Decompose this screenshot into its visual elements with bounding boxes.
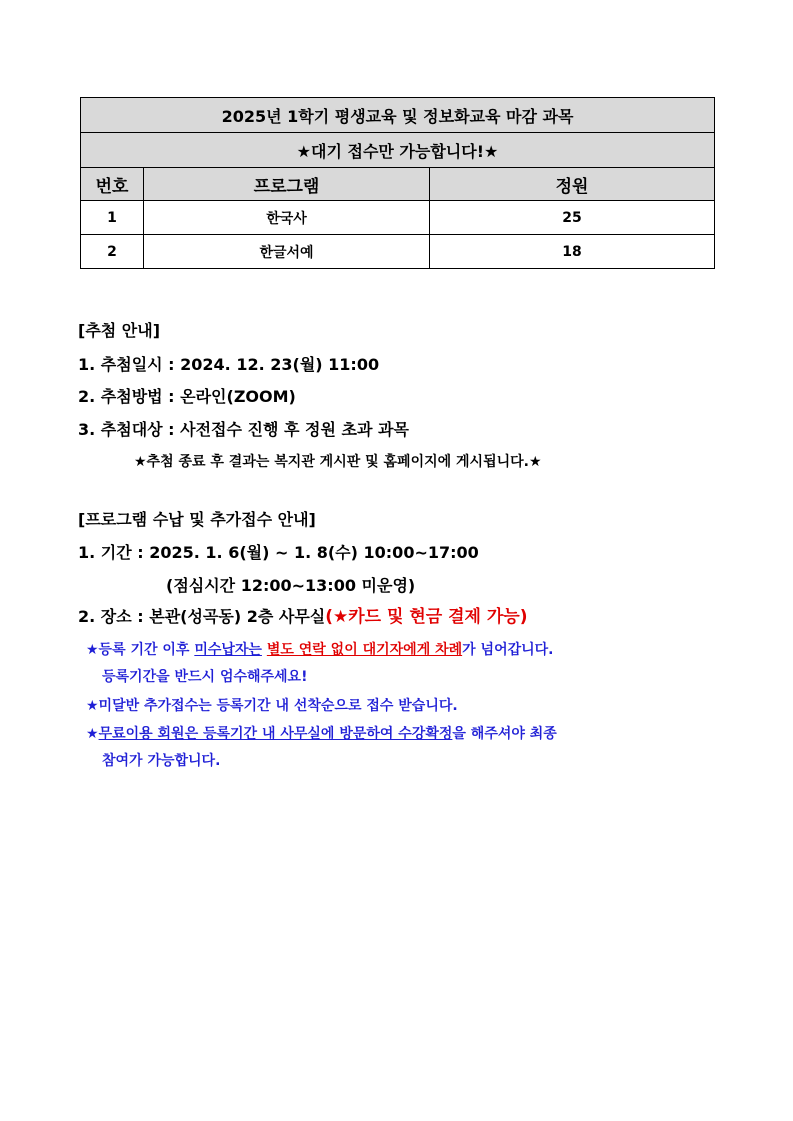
lottery-target: 3. 추첨대상 : 사전접수 진행 후 정원 초과 과목: [78, 420, 409, 439]
closed-courses-table: [80, 97, 715, 269]
notice-unpaid-line2: 등록기간을 반드시 엄수해주세요!: [102, 669, 308, 685]
row-program: 한국사: [144, 201, 430, 235]
lottery-method: 2. 추첨방법 : 온라인(ZOOM): [78, 387, 296, 406]
payment-heading: [프로그램 수납 및 추가접수 안내]: [78, 510, 316, 529]
payment-period: 1. 기간 : 2025. 1. 6(월) ~ 1. 8(수) 10:00~17:00: [78, 543, 479, 562]
table-notice: ★대기 접수만 가능합니다!★: [81, 133, 715, 168]
payment-lunch: (점심시간 12:00~13:00 미운영): [166, 576, 416, 595]
notice-unpaid: ★등록 기간 이후 미수납자는 별도 연락 없이 대기자에게 차례가 넘어갑니다.: [86, 642, 554, 658]
table-title: 2025년 1학기 평생교육 및 정보화교육 마감 과목: [81, 98, 715, 133]
notice-extra-registration: ★미달반 추가접수는 등록기간 내 선착순으로 접수 받습니다.: [86, 698, 458, 714]
row-number: 1: [81, 201, 144, 235]
notice-free-members-line2: 참여가 가능합니다.: [102, 753, 221, 769]
notice-free-members: ★무료이용 회원은 등록기간 내 사무실에 방문하여 수강확정을 해주셔야 최종: [86, 726, 557, 742]
payment-place: [78, 606, 528, 628]
lottery-date: 1. 추첨일시 : 2024. 12. 23(월) 11:00: [78, 355, 380, 374]
payment-place-note: (★카드 및 현금 결제 가능): [325, 607, 528, 627]
row-number: 2: [81, 235, 144, 269]
lottery-heading: [추첨 안내]: [78, 321, 161, 340]
row-capacity: 18: [430, 235, 715, 269]
row-capacity: 25: [430, 201, 715, 235]
header-capacity: 정원: [430, 168, 715, 201]
row-program: 한글서예: [144, 235, 430, 269]
payment-place-text: 2. 장소 : 본관(성곡동) 2층 사무실: [78, 607, 326, 626]
table-row: [81, 235, 715, 269]
table-row: [81, 201, 715, 235]
header-number: 번호: [81, 168, 144, 201]
header-program: 프로그램: [144, 168, 430, 201]
lottery-note: ★추첨 종료 후 결과는 복지관 게시판 및 홈페이지에 게시됩니다.★: [134, 454, 542, 470]
